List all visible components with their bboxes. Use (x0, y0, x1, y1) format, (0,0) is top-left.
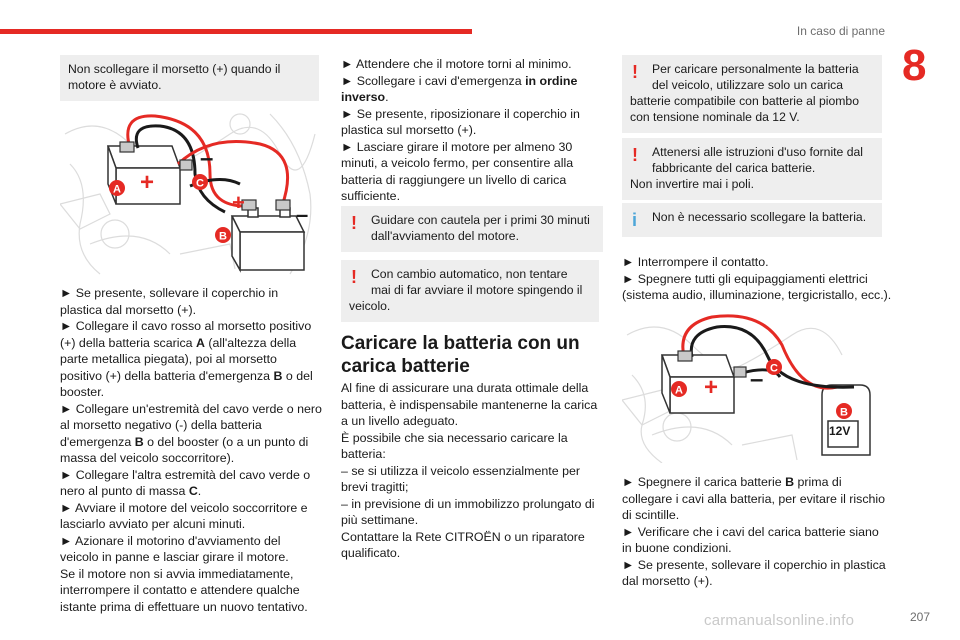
warning-icon: ! (632, 62, 638, 82)
warning-icon: ! (351, 213, 357, 233)
label-b (215, 227, 231, 243)
warning-box-charger (622, 55, 882, 133)
step-check-cables: ► Verificare che i cavi del carica batterie siano in buone condizioni. (622, 524, 879, 555)
note-box (60, 55, 319, 101)
note-text: Non scollegare il morsetto (+) quando il motore è avviato. (68, 62, 281, 92)
step-connect-red: ► Collegare il cavo rosso al morsetto positivo (+) della batteria scarica A (all'altezza della parte metallica piegata), poi al morsetto positivo (+) della batteria d'emergenza B o del booster. (60, 319, 313, 399)
warning-icon: ! (351, 267, 357, 287)
label-a (671, 381, 687, 397)
charger-voltage-label: 12V (829, 424, 851, 438)
warning-text-first: Per caricare personalmente la batteria del veicolo, utilizzare solo un carica (652, 62, 859, 92)
step-ignition-off: ► Interrompere il contatto. (622, 255, 769, 269)
step-connect-ground-c: ► Collegare l'altra estremità del cavo verde o nero al punto di massa C. (60, 467, 311, 498)
warning-text: Guidare con cautela per i primi 30 minuti dall'avviamento del motore. (371, 213, 590, 243)
charger-diagram (622, 305, 884, 463)
warning-text-rest: batterie compatibile con batterie al piombo con tensione nominale da 12 V. (630, 94, 859, 124)
label-c (766, 359, 782, 375)
svg-text:C: C (770, 362, 778, 375)
warning-box-instructions (622, 138, 882, 200)
warning-text-line1: Con cambio automatico, non tentare mai di far avviare il motore spingendo il (371, 267, 583, 297)
right-steps-1 (622, 254, 892, 304)
body-contact: Contattare la Rete CITROËN o un riparatore qualificato. (341, 529, 585, 560)
charger-illustration (622, 305, 884, 463)
warning-box-automatic (341, 260, 599, 322)
info-box (622, 203, 882, 237)
step-run-engine: ► Lasciare girare il motore per almeno 30 minuti, a veicolo fermo, per consentire alla batteria di raggiungere un livello di carica sufficiente. (341, 139, 574, 203)
step-start-rescue: ► Avviare il motore del veicolo soccorritore e lasciarlo avviato per alcuni minuti. (60, 500, 308, 531)
plus-sign-b: + (232, 190, 245, 215)
section-body (341, 380, 603, 562)
step-lift-cover: ► Se presente, sollevare il coperchio in plastica dal morsetto (+). (622, 557, 886, 588)
step-crank: ► Azionare il motorino d'avviamento del veicolo in panne e lasciar girare il motore. (60, 533, 289, 564)
jump-start-diagram (60, 104, 320, 276)
body-case-immobilized: – in previsione di un immobilizzo prolungato di più settimane. (341, 496, 595, 527)
body-possible: È possibile che sia necessario caricare la batteria: (341, 430, 568, 461)
label-b (836, 403, 852, 419)
minus-sign-b: – (296, 202, 309, 227)
section-heading: Caricare la batteria con un carica batterie (341, 333, 580, 377)
info-text: Non è necessario scollegare la batteria. (652, 210, 867, 224)
svg-text:C: C (196, 177, 204, 190)
warning-text-rest: Non invertire mai i poli. (630, 177, 754, 191)
svg-text:B: B (219, 230, 227, 243)
step-charger-off: ► Spegnere il carica batterie B prima di collegare i cavi alla batteria, per evitare il rischio di scintille. (622, 475, 886, 522)
plus-sign: + (704, 374, 719, 401)
svg-text:A: A (113, 183, 121, 196)
label-c (192, 174, 208, 190)
chapter-title: In caso di panne (796, 24, 885, 38)
label-a (109, 180, 125, 196)
chapter-number: 8 (902, 41, 927, 90)
warning-text-line2: veicolo. (349, 299, 391, 313)
plus-sign-a: + (140, 169, 155, 196)
step-connect-black-b: ► Collegare un'estremità del cavo verde o nero al morsetto negativo (-) della batteria d'emergenza B o del booster (o a un punto di massa del veicolo soccorritore). (60, 401, 322, 465)
info-icon: i (632, 210, 638, 230)
minus-sign: – (750, 366, 764, 393)
warning-text-first: Attenersi alle istruzioni d'uso fornite dal fabbricante del carica batterie. (652, 145, 863, 175)
step-switch-off-equipment: ► Spegnere tutti gli equipaggiamenti elettrici (sistema audio, illuminazione, tergicristallo, ecc.). (622, 271, 892, 302)
step-lift-cover: ► Se presente, sollevare il coperchio in plastica dal morsetto (+). (60, 286, 279, 317)
svg-text:A: A (675, 384, 683, 397)
left-steps (60, 285, 322, 615)
header-accent-bar (0, 29, 472, 34)
warning-box-drive (341, 206, 603, 252)
body-intro: Al fine di assicurare una durata ottimale della batteria, è indispensabile mantenerne la carica a un livello adeguato. (341, 381, 598, 428)
svg-text:B: B (840, 406, 848, 419)
step-disconnect: ► Scollegare i cavi d'emergenza in ordine inverso. (341, 73, 578, 104)
page-number: 207 (910, 610, 931, 624)
jump-start-illustration (60, 104, 320, 276)
body-case-short-trips: – se si utilizza il veicolo essenzialmente per brevi tragitti; (341, 463, 580, 494)
step-replace-cover: ► Se presente, riposizionare il coperchio in plastica sul morsetto (+). (341, 106, 580, 137)
warning-icon: ! (632, 145, 638, 165)
step-wait-idle: ► Attendere che il motore torni al minimo. (341, 57, 572, 71)
right-steps-2 (622, 474, 887, 590)
step-retry-note: Se il motore non si avvia immediatamente, interrompere il contatto e attendere qualche istante prima di effettuare un nuovo tentativo. (60, 566, 308, 614)
watermark: carmanualsonline.info (704, 612, 855, 629)
minus-sign-a: – (200, 145, 214, 172)
middle-steps (341, 56, 603, 205)
